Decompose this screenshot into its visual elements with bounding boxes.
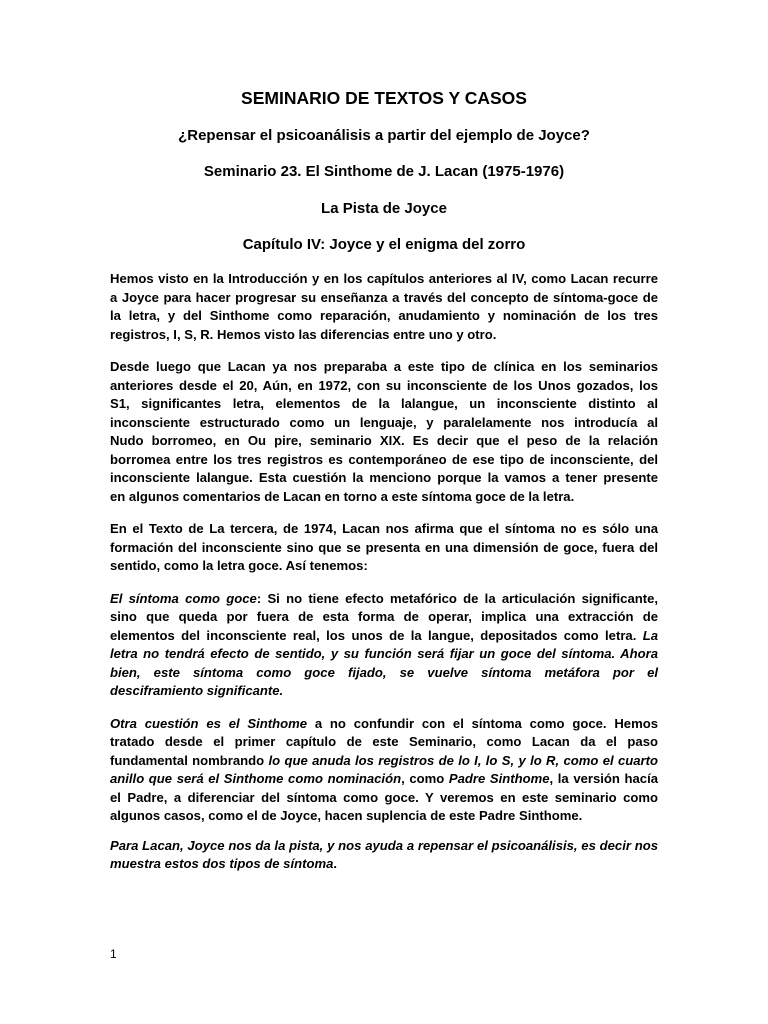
document-subtitle-seminar: Seminario 23. El Sinthome de J. Lacan (1975-1976) (203, 163, 565, 180)
text-line: desciframiento significante. (110, 683, 284, 698)
text-line: bien, este síntoma como goce fijado, se vuelve síntoma metáfora por el (110, 664, 658, 680)
emphasis-text: muestra estos dos tipos de síntoma (110, 856, 334, 871)
text-line: borromea entre los tres registros es contemporáneo de ese tipo de inconsciente, del (110, 451, 658, 467)
emphasis-text: Otra cuestión es el Sinthome (110, 715, 308, 731)
document-subtitle-chapter: Capítulo IV: Joyce y el enigma del zorro (242, 236, 526, 253)
text-line: tratado desde el primer capítulo de este Seminario, como Lacan da el paso (110, 734, 658, 749)
text-line: Hemos visto en la Introducción y en los capítulos anteriores al IV, como Lacan recurre (110, 271, 658, 286)
document-subtitle-section: La Pista de Joyce (321, 200, 447, 217)
text-run: elementos del inconsciente real, los unos de la langue, depositados como letra. (110, 627, 643, 643)
text-line: sino que queda por fuera de esta forma de operar, implica una extracción de (110, 609, 658, 624)
text-run: , como (401, 771, 449, 786)
paragraph-intro (110, 270, 658, 344)
text-run: fundamental nombrando (110, 752, 269, 768)
text-line: en algunos comentarios de Lacan en torno a este síntoma goce de la letra. (110, 488, 575, 504)
text-run: a no confundir con el síntoma como goce. Hemos (307, 715, 658, 731)
text-line: Nudo borromeo, en Ou pire, seminario XIX. Es decir que el peso de la relación (110, 433, 658, 448)
text-line: Desde luego que Lacan ya nos preparaba a este tipo de clínica en los seminarios (110, 359, 658, 374)
text-line: la letra, y del Sinthome como reparación, anudamiento y nominación de los tres (110, 308, 658, 323)
text-run: , la versión hacía (549, 771, 659, 786)
text-line (110, 855, 658, 874)
text-line: el Padre, a diferenciar del síntoma como goce. Y veremos en este seminario como (110, 789, 658, 805)
text-run: : Si no tiene efecto metafórico de la articulación significante, (256, 590, 659, 606)
text-line: registros, I, S, R. Hemos visto las diferencias entre uno y otro. (110, 326, 497, 342)
document-subtitle-question: ¿Repensar el psicoanálisis a partir del ejemplo de Joyce? (178, 127, 590, 144)
emphasis-text: lo que anuda los registros de lo I, lo S, y lo R, como el cuarto (268, 752, 658, 768)
page-number: 1 (110, 947, 117, 961)
emphasis-text: anillo que será el Sinthome como nominación (110, 771, 402, 786)
text-line (110, 770, 658, 789)
emphasis-text: Padre Sinthome (448, 771, 550, 786)
text-line: S1, significantes letra, elementos de la lalangue, un inconsciente distinto al (110, 396, 658, 411)
text-run: . (333, 856, 338, 871)
document-title: SEMINARIO DE TEXTOS Y CASOS (241, 88, 527, 108)
document-body (110, 270, 658, 888)
text-line: a Joyce para hacer progresar su enseñanza a través del concepto de síntoma-goce de (110, 289, 658, 305)
text-line: algunos casos, como el de Joyce, hacen suplencia de este Padre Sinthome. (110, 808, 583, 823)
text-line (110, 627, 658, 646)
text-line: En el Texto de La tercera, de 1974, Lacan nos afirma que el síntoma no es sólo una (110, 521, 658, 536)
text-line: anteriores desde el 20, Aún, en 1972, con su inconsciente de los Unos gozados, los (110, 377, 658, 393)
text-line (110, 590, 658, 609)
paragraph-la-tercera (110, 520, 658, 576)
text-line: formación del inconsciente sino que se presenta en una dimensión de goce, fuera del (110, 539, 658, 555)
text-line: letra no tendrá efecto de sentido, y su función será fijar un goce del síntoma. Ahora (110, 646, 658, 661)
text-line (110, 715, 658, 734)
text-line: sentido, como la letra goce. Así tenemos: (110, 558, 368, 573)
text-line: inconsciente lalangue. Esta cuestión la menciono porque la vamos a tener presente (110, 470, 658, 485)
emphasis-text: El síntoma como goce (110, 590, 257, 606)
emphasis-text: La (642, 627, 658, 643)
paragraph-sintoma-goce (110, 590, 658, 701)
paragraph-clinic (110, 358, 658, 506)
paragraph-sinthome (110, 715, 658, 826)
paragraph-conclusion (110, 837, 658, 874)
text-line (110, 752, 658, 771)
text-line: Para Lacan, Joyce nos da la pista, y nos ayuda a repensar el psicoanálisis, es decir nos (110, 837, 658, 853)
text-line: inconsciente estructurado como un lenguaje, y paralelamente nos introducía al (110, 414, 658, 430)
